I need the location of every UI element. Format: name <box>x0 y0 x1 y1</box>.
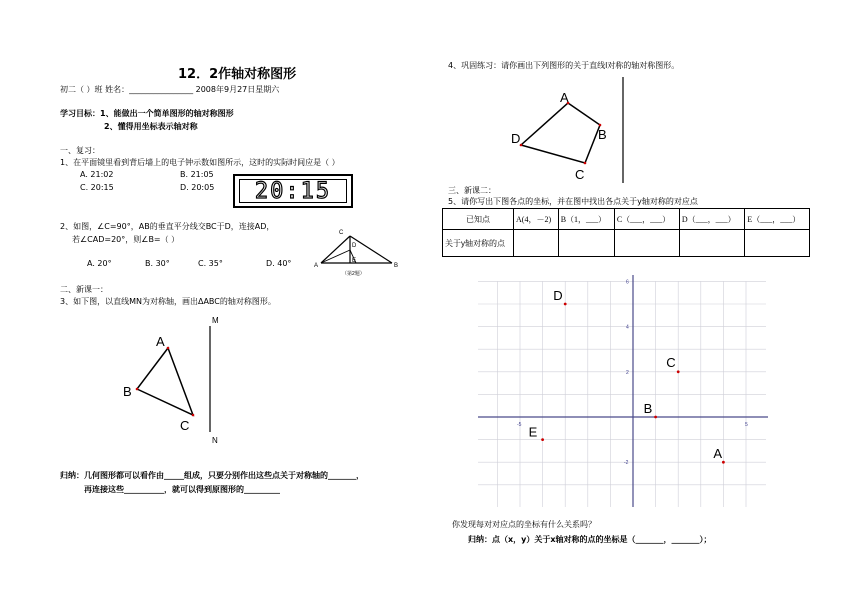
clock-digits: 20:15 <box>239 179 347 203</box>
digital-clock <box>233 174 353 208</box>
review-heading: 一、复习： <box>60 146 100 155</box>
question-3: 3、如下图，以直线MN为对称轴，画出ΔABC的轴对称图形。 <box>60 297 276 306</box>
label-a: A <box>560 90 569 105</box>
point-b <box>599 124 602 127</box>
x-tick-label-5: 5 <box>745 422 748 428</box>
q2-line-cb <box>350 236 392 263</box>
grid-point-d <box>564 303 567 306</box>
y-tick-label-neg2: -2 <box>624 460 629 467</box>
q2-option-a: A. 20° <box>87 259 112 268</box>
label-c: C <box>575 167 585 182</box>
y-tick-label-2: 2 <box>626 369 629 376</box>
question-2-line2: 若∠CAD=20°，则∠B=（ ） <box>72 235 180 244</box>
point-b <box>136 388 139 391</box>
q2-label-b: B <box>394 263 399 269</box>
coordinate-grid <box>478 275 768 507</box>
grid-point-c <box>677 370 680 373</box>
q1-option-c: C. 20:15 <box>80 183 114 192</box>
table-cell[interactable]: B（1，___） <box>558 209 614 230</box>
q2-line-ac <box>321 236 350 263</box>
page-title: 12．2作轴对称图形 <box>178 67 297 82</box>
question-1: 1、在平面镜里看到背后墙上的电子钟示数如图所示，这时的实际时间应是（ ） <box>60 158 340 167</box>
label-m: M <box>212 316 219 325</box>
new-lesson-2-heading: 三、新课二： <box>448 186 496 195</box>
question-5: 5、请你写出下图各点的坐标，并在图中找出各点关于y轴对称的对应点 <box>448 197 698 206</box>
learning-goal-2: 2、懂得用坐标表示轴对称 <box>104 122 198 131</box>
label-d: D <box>511 131 521 146</box>
coordinate-table <box>442 208 810 257</box>
q1-option-b: B. 21:05 <box>180 170 214 179</box>
q2-label-c: C <box>339 230 344 236</box>
table-cell[interactable]: C（___，___） <box>614 209 679 230</box>
y-tick-label-6: 6 <box>626 279 629 286</box>
label-b: B <box>123 384 132 399</box>
new-lesson-1-heading: 二、新课一： <box>60 285 108 294</box>
grid-point-label-c: C <box>666 354 676 370</box>
table-cell-blank[interactable] <box>745 230 810 257</box>
summary-line-1: 归纳：几何图形都可以看作由_____组成，只要分别作出这些点关于对称轴的_______， <box>60 471 364 480</box>
summary-line-2: 再连接这些__________，就可以得到原图形的_________ <box>84 485 280 494</box>
q1-option-a: A. 21:02 <box>80 170 114 179</box>
q2-line-ad <box>321 250 350 263</box>
grid-lines <box>478 281 766 507</box>
point-a <box>167 347 170 350</box>
label-a: A <box>156 334 165 349</box>
q2-option-b: B. 30° <box>145 259 170 268</box>
table-cell-blank[interactable] <box>514 230 559 257</box>
table-cell: 已知点 <box>443 209 514 230</box>
class-name-date-line: 初二（ ）班 姓名：________________ 2008年9月27日星期六 <box>60 85 280 94</box>
grid-point-e <box>541 438 544 441</box>
q2-option-d: D. 40° <box>266 259 292 268</box>
label-n: N <box>212 436 218 445</box>
grid-point-label-b: B <box>643 401 653 416</box>
triangle-abc <box>137 348 193 415</box>
q3-triangle-figure <box>120 312 230 452</box>
table-cell-blank[interactable] <box>614 230 679 257</box>
grid-point-label-a: A <box>713 446 723 462</box>
table-cell-blank[interactable] <box>679 230 745 257</box>
right-summary: 归纳：点（x，y）关于x轴对称的点的坐标是（_______，_______）； <box>468 535 712 544</box>
table-cell-blank[interactable] <box>558 230 614 257</box>
q2-label-d: D <box>352 243 357 249</box>
grid-point-label-e: E <box>528 424 538 440</box>
quadrilateral-abcd <box>521 103 600 163</box>
q2-triangle-figure <box>312 225 402 280</box>
grid-point-label-d: D <box>553 288 563 303</box>
relation-question: 你发现每对对应点的坐标有什么关系吗？ <box>452 520 596 529</box>
learning-goal-1: 学习目标：1、能做出一个简单图形的轴对称图形 <box>60 109 234 118</box>
q2-caption: （第2题） <box>342 271 365 277</box>
q2-option-c: C. 35° <box>198 259 223 268</box>
q2-label-a: A <box>314 263 319 269</box>
table-cell: 关于y轴对称的点 <box>443 230 514 257</box>
table-cell[interactable]: D（___，___） <box>679 209 745 230</box>
grid-point-a <box>722 461 725 464</box>
y-tick-label-4: 4 <box>626 324 629 331</box>
q4-quadrilateral-figure <box>505 75 645 185</box>
table-row-symmetric-points <box>443 230 810 257</box>
axes <box>478 275 768 507</box>
label-c: C <box>180 418 190 433</box>
q2-label-e: E <box>352 258 357 264</box>
q1-option-d: D. 20:05 <box>180 183 215 192</box>
table-row-known-points <box>443 209 810 230</box>
question-4: 4、巩固练习：请你画出下列图形的关于直线l对称的轴对称图形。 <box>448 61 680 70</box>
table-cell[interactable]: E（___，___） <box>745 209 810 230</box>
x-tick-label-neg5: -5 <box>517 422 522 428</box>
label-b: B <box>598 127 607 142</box>
point-c <box>584 162 587 165</box>
point-c <box>192 414 195 417</box>
table-cell: A(4，－2) <box>514 209 559 230</box>
grid-point-b <box>654 416 657 419</box>
question-2-line1: 2、如图，∠C=90°，AB的垂直平分线交BC于D，连接AD， <box>60 222 275 231</box>
